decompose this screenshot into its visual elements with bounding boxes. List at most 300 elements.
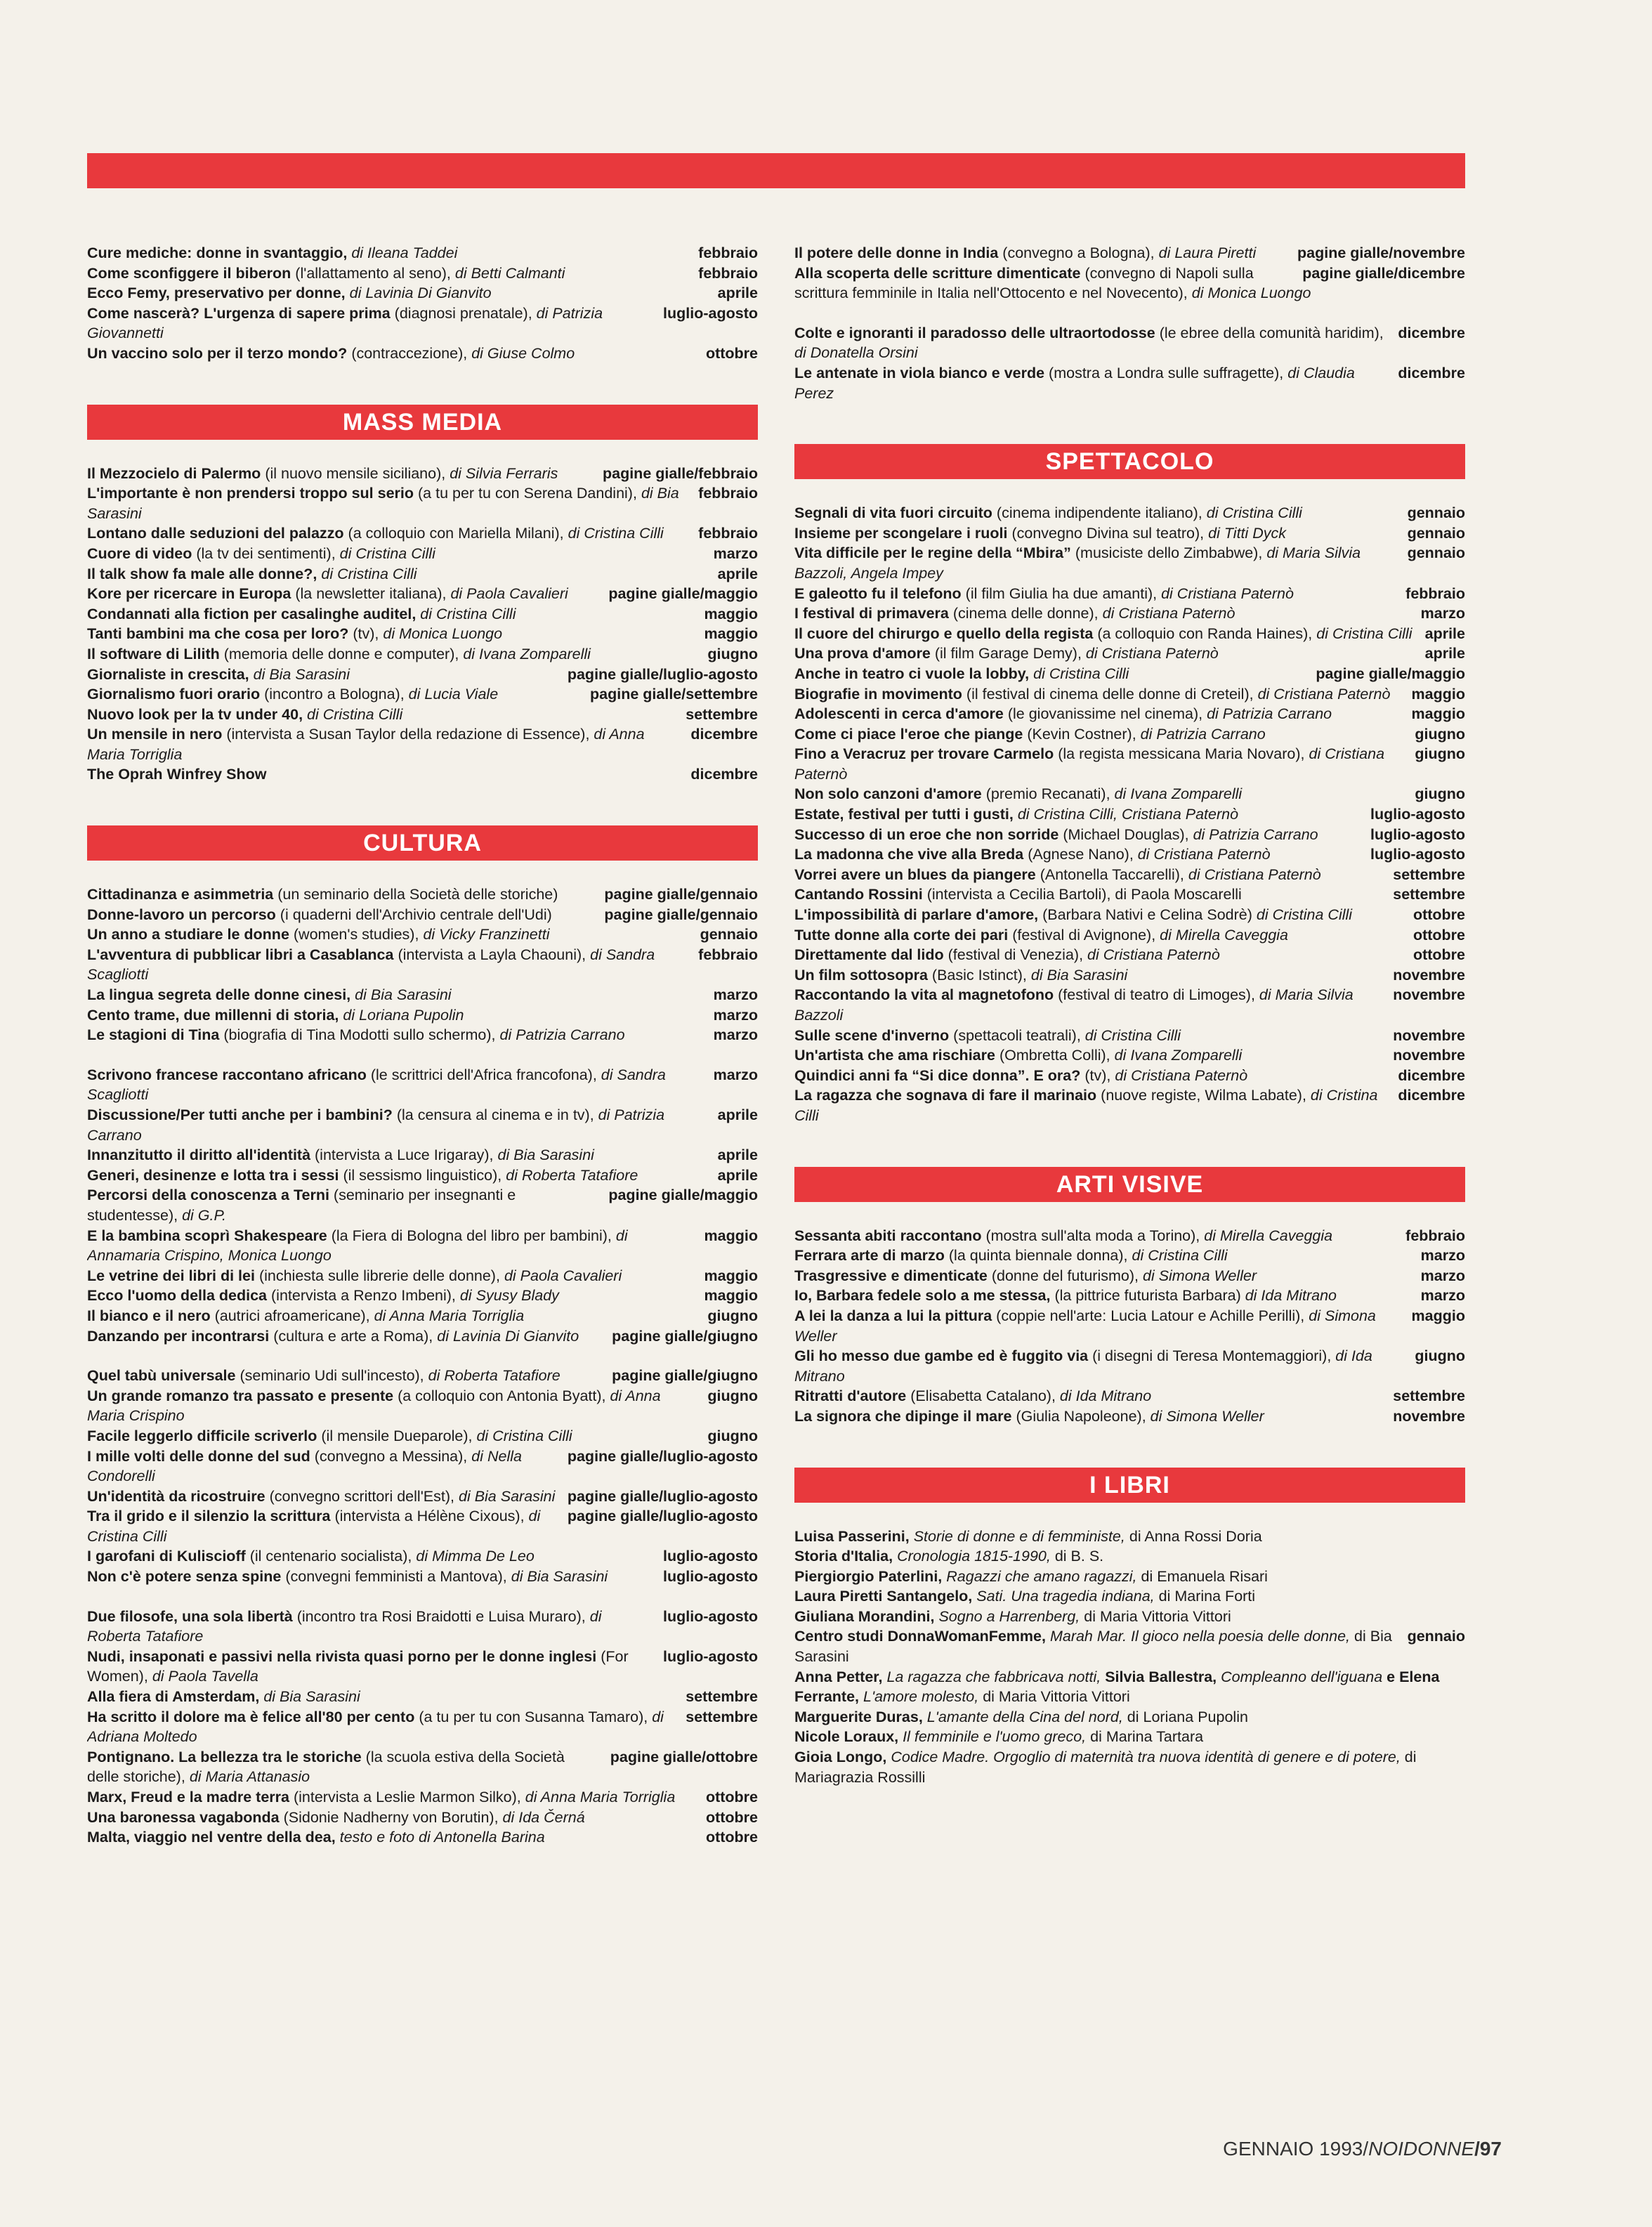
article-author: di Ivana Zomparelli [463,645,591,662]
article-author: Marah Mar. Il gioco nella poesia delle donne, [1049,1628,1351,1645]
article-description: (convegni femministi a Mantova), [285,1568,507,1586]
issue-month: pagine gialle/ottobre [610,1748,758,1765]
article-author: di Cristina Cilli [1256,906,1353,924]
article-author: di Claudia Perez [794,364,1355,402]
issue-month: febbraio [1405,584,1465,602]
article-author: di Ivana Zomparelli [1114,785,1243,803]
article-entry [87,1827,758,1848]
article-title: Donne-lavoro un percorso [87,906,276,923]
spacer [87,1587,758,1607]
issue-month: dicembre [690,766,758,783]
article-entry [87,764,758,785]
article-title: Un film sottosopra [794,966,928,984]
issue-month: pagine gialle/dicembre [1302,264,1465,282]
article-entry [87,684,758,705]
issue-month: ottobre [1412,946,1465,964]
article-title: Biografie in movimento [794,685,962,703]
article-entry [794,1626,1465,1666]
article-description: di Maria Vittoria Vittori [1084,1607,1231,1625]
article-title: I mille volti delle donne del sud [87,1447,310,1465]
issue-month: pagine gialle/giugno [612,1367,758,1385]
article-title: Successo di un eroe che non sorride [794,825,1059,843]
issue-month: settembre [1393,866,1465,883]
article-entry [794,825,1465,845]
issue-month: aprile [717,1147,758,1164]
article-author: di Cristina Cilli [420,605,516,622]
article-description: di Marina Tartara [1090,1728,1204,1746]
issue-month: febbraio [698,525,758,542]
article-author: di Cristiana Paternò [1137,846,1271,863]
article-description: di Bia Sarasini [794,1628,1392,1666]
issue-month: gennaio [1407,1628,1465,1645]
section-heading: I LIBRI [794,1468,1465,1503]
article-description: (convegno a Bologna), [1002,244,1155,261]
article-author: di Cristina Cilli [87,1508,541,1545]
issue-month: maggio [704,1267,758,1284]
article-description: di Marina Forti [1158,1588,1256,1605]
article-description: (diagnosi prenatale), [394,304,532,322]
article-entry [794,263,1465,303]
article-title: Trasgressive e dimenticate [794,1267,988,1284]
article-author: di Nella Condorelli [87,1447,522,1485]
article-title: E la bambina scoprì Shakespeare [87,1227,327,1244]
article-entry [794,323,1465,363]
article-author: di Cristina Cilli [307,705,403,723]
issue-month: giugno [707,1427,758,1444]
article-entry [87,1747,758,1787]
article-author: di Monica Luongo [383,625,503,643]
article-author: L'amante della Cina del nord, [926,1708,1123,1725]
article-author: di Loriana Pupolin [343,1006,464,1024]
article-title: The Oprah Winfrey Show [87,766,267,783]
issue-month: giugno [1415,725,1465,743]
article-author: di Bia Sarasini [355,986,452,1004]
issue-month: marzo [1420,605,1465,622]
article-description: (la censura al cinema e in tv), [396,1106,594,1123]
article-title: Adolescenti in cerca d'amore [794,705,1004,723]
article-author: La ragazza che fabbricava notti, [886,1668,1101,1685]
article-entry [87,665,758,685]
article-title: A lei la danza a lui la pittura [794,1307,992,1324]
issue-month: dicembre [1398,1066,1465,1084]
article-title: Storia d'Italia, [794,1548,893,1565]
article-title: Il software di Lilith [87,645,220,662]
article-author: Cronologia 1815-1990, [897,1548,1051,1565]
article-entry [87,624,758,644]
article-description: (intervista a Renzo Imbeni), [271,1287,456,1305]
issue-month: ottobre [1412,926,1465,943]
article-title: Danzando per incontrarsi [87,1327,270,1345]
issue-month: luglio-agosto [663,1548,758,1565]
article-title: Tanti bambini ma che cosa per loro? [87,625,349,643]
article-author: di Adriana Moltedo [87,1708,664,1746]
article-author: di Cristiana Paternò [1161,584,1294,602]
article-title: Ecco l'uomo della dedica [87,1287,268,1305]
article-entry [794,945,1465,965]
article-description: (il film Garage Demy), [934,645,1082,662]
article-entry [794,985,1465,1025]
issue-month: dicembre [690,726,758,743]
article-title: Un'identità da ricostruire [87,1487,266,1505]
article-entry [87,564,758,584]
article-entry [87,303,758,344]
issue-month: maggio [704,1287,758,1305]
article-title: Cure mediche: donne in svantaggio, [87,244,348,261]
article-title: Direttamente dal lido [794,946,944,964]
article-entry [794,1226,1465,1246]
article-author: di Paola Cavalieri [450,585,568,603]
article-entry [794,1567,1465,1587]
article-title: Ritratti d'autore [794,1387,907,1405]
article-title: Il cuore del chirurgo e quello della regista [794,625,1094,642]
issue-month: pagine gialle/luglio-agosto [567,1447,758,1465]
article-author: di Sandra Scagliotti [87,946,655,984]
article-description: (la pittrice futurista Barbara) [1054,1287,1241,1305]
article-description: (mostra sull'alta moda a Torino), [985,1227,1200,1244]
article-author: Ragazzi che amano ragazzi, [946,1567,1137,1585]
article-entry [794,1667,1465,1707]
article-author: di Betti Calmanti [454,264,565,282]
issue-month: settembre [686,1688,758,1706]
article-description: (intervista a Hélène Cixous), [334,1508,525,1525]
article-description: (women's studies), [293,926,419,943]
article-description: (convegno Divina sul teatro), [1011,524,1205,542]
article-title: Il potere delle donne in India [794,244,999,261]
article-title: Condannati alla fiction per casalinghe auditel, [87,605,417,622]
article-author: di Laura Piretti [1158,244,1257,261]
issue-month: maggio [1411,705,1465,723]
article-entry [87,724,758,764]
article-title: Generi, desinenze e lotta tra i sessi [87,1166,339,1184]
issue-month: febbraio [1405,1227,1465,1244]
article-author: di Cristina Cilli [1316,625,1412,642]
article-title: Raccontando la vita al magnetofono [794,986,1054,1004]
spacer [87,1346,758,1366]
article-description: (Elisabetta Catalano), [910,1387,1056,1405]
article-description: (il film Giulia ha due amanti), [965,584,1158,602]
section-heading: SPETTACOLO [794,444,1465,479]
article-author: di Bia Sarasini [1030,966,1128,984]
article-description: di Maria Vittoria Vittori [983,1688,1130,1706]
article-author: di Ileana Taddei [351,244,458,261]
article-author: di Ivana Zomparelli [1114,1047,1243,1064]
issue-month: ottobre [705,1808,758,1826]
article-description: (Barbara Nativi e Celina Sodrè) [1042,906,1252,924]
article-author: di Lucia Viale [408,686,499,703]
article-description: (un seminario della Società delle storiche) [277,886,558,903]
article-author: di Mirella Caveggia [1204,1227,1333,1244]
section-heading: ARTI VISIVE [794,1167,1465,1202]
article-author: di Mirella Caveggia [1160,926,1289,943]
issue-month: marzo [713,1026,758,1044]
article-author: di Ida Černá [502,1808,585,1826]
issue-month: pagine gialle/febbraio [602,464,758,482]
issue-month: maggio [704,625,758,643]
issue-month: marzo [1420,1267,1465,1284]
article-author: di Cristiana Paternò [794,745,1385,783]
article-entry [87,1145,758,1165]
issue-month: novembre [1393,1407,1465,1425]
article-author: di Cristina Cilli [339,544,435,562]
article-entry [794,624,1465,644]
issue-month: settembre [1393,1387,1465,1405]
article-entry [87,604,758,625]
article-author: di Lavinia Di Gianvito [437,1327,579,1345]
article-description: (intervista a Leslie Marmon Silko), [293,1789,521,1805]
issue-month: giugno [1415,745,1465,763]
article-author: di Cristina Cilli [1033,665,1129,682]
article-description: di Anna Rossi Doria [1129,1527,1262,1545]
issue-month: pagine gialle/novembre [1297,244,1465,261]
article-entry [794,1386,1465,1406]
issue-month: aprile [717,1166,758,1184]
left-column [87,243,758,1848]
article-description: (coppie nell'arte: Lucia Latour e Achille Perilli), [996,1307,1305,1324]
article-description: (tv), [353,625,379,643]
issue-month: giugno [707,1307,758,1324]
article-entry [87,985,758,1005]
article-entry [87,1647,758,1687]
article-title: Il talk show fa male alle donne?, [87,565,317,582]
issue-month: giugno [707,645,758,662]
article-entry [87,1546,758,1567]
article-description: (Agnese Nano), [1028,846,1134,863]
article-title: La lingua segreta delle donne cinesi, [87,986,351,1004]
issue-month: maggio [1411,685,1465,703]
article-title: Ha scritto il dolore ma è felice all'80 per cento [87,1708,415,1725]
article-title: Le vetrine dei libri di lei [87,1267,255,1284]
article-description: (a tu per tu con Serena Dandini), [418,485,637,502]
footer-publication: NOIDONNE [1368,2138,1475,2160]
article-entry [87,1286,758,1306]
issue-month: novembre [1393,1047,1465,1064]
article-entry [794,804,1465,825]
article-entry [794,603,1465,624]
article-author: di Maria Silvia Bazzoli [794,986,1353,1024]
article-author: Sati. Una tragedia indiana, [976,1588,1155,1605]
article-entry [794,704,1465,724]
article-description: (il festival di cinema delle donne di Creteil), [966,685,1254,703]
article-description: (nuove registe, Wilma Labate), [1101,1087,1306,1104]
article-author: di G.P. [182,1206,227,1224]
article-description: (cinema delle donne), [952,605,1099,622]
article-entry [794,865,1465,885]
article-entry [87,905,758,925]
article-entry [87,263,758,284]
article-entry [794,584,1465,604]
article-author: di Bia Sarasini [253,665,350,683]
article-entry [87,344,758,364]
article-author: di Cristina Cilli [321,565,417,582]
article-description: (spettacoli teatrali), [953,1026,1081,1044]
issue-month: luglio-agosto [663,304,758,322]
article-author: di Maria Attanasio [189,1768,310,1786]
article-entry [794,1266,1465,1286]
article-author: di Bia Sarasini [458,1487,556,1505]
article-author: Sogno a Harrenberg, [938,1607,1080,1625]
article-title: Sessanta abiti raccontano [794,1227,982,1244]
article-description: (la tv dei sentimenti), [196,544,336,562]
article-title: Quindici anni fa “Si dice donna”. E ora? [794,1066,1081,1084]
article-author: di Sandra Scagliotti [87,1066,666,1104]
article-entry [87,1326,758,1347]
article-entry [794,1246,1465,1266]
issue-month: maggio [704,605,758,622]
article-description: (il mensile Dueparole), [321,1427,473,1444]
article-author: di Cristiana Paternò [1087,946,1220,964]
article-description: di Mariagrazia Rossilli [794,1749,1417,1786]
article-title: Giornalismo fuori orario [87,686,261,703]
issue-month: settembre [686,705,758,723]
article-author: di Bia Sarasini [497,1147,594,1164]
article-entry [794,965,1465,986]
article-title: I garofani di Kuliscioff [87,1548,246,1565]
article-description: (cinema indipendente italiano), [996,504,1202,522]
issue-month: aprile [717,1106,758,1123]
article-entry [794,884,1465,905]
article-description: (Kevin Costner), [1027,725,1136,743]
issue-month: luglio-agosto [1370,825,1465,843]
article-title: Alla scoperta delle scritture dimenticate [794,264,1081,282]
article-title: E galeotto fu il telefono [794,584,962,602]
article-description: (tv), [1084,1066,1111,1084]
article-title: Marx, Freud e la madre terra [87,1789,289,1805]
article-title: Fino a Veracruz per trovare Carmelo [794,745,1054,763]
article-title: Sulle scene d'inverno [794,1026,950,1044]
article-description: (il sessismo linguistico), [343,1166,502,1184]
article-entry [794,1406,1465,1427]
article-title: Una baronessa vagabonda [87,1808,280,1826]
article-author: di Bia Sarasini [263,1688,360,1706]
section-heading: MASS MEDIA [87,405,758,440]
article-entry [87,1105,758,1145]
article-author: di Syusy Blady [459,1287,559,1305]
article-description: (cultura e arte a Roma), [273,1327,433,1345]
article-description: (le scrittrici dell'Africa francofona), [370,1066,597,1083]
article-entry [87,483,758,523]
article-entry [87,1165,758,1186]
issue-month: pagine gialle/maggio [608,1187,758,1204]
article-title: Il Mezzocielo di Palermo [87,464,261,482]
issue-month: pagine gialle/settembre [590,686,758,703]
article-entry [87,1005,758,1026]
article-description: (premio Recanati), [985,785,1110,803]
article-description: (a colloquio con Mariella Milani), [348,525,564,542]
article-description: (musiciste dello Zimbabwe), [1075,544,1263,562]
article-author: di Donatella Orsini [794,344,918,362]
article-entry [87,1707,758,1747]
article-entry [794,1707,1465,1728]
article-title: Giornaliste in crescita, [87,665,249,683]
article-description: (festival di teatro di Limoges), [1058,986,1255,1004]
article-title: Il bianco e il nero [87,1307,211,1324]
issue-month: febbraio [698,244,758,261]
article-entry [87,544,758,564]
article-description: (intervista a Susan Taylor della redazione di Essence), [226,726,590,743]
article-title: Come nascerà? L'urgenza di sapere prima [87,304,391,322]
article-entry [87,1687,758,1707]
article-author: di Simona Weller [1150,1407,1264,1425]
article-author: di Anna Maria Torriglia [374,1307,525,1324]
article-entry [87,1306,758,1326]
article-entry [87,945,758,985]
article-entry [87,1426,758,1446]
article-author: di Anna Maria Crispino [87,1387,661,1425]
article-author: di Patrizia Carrano [1140,725,1266,743]
article-title: Giuliana Morandini, [794,1607,935,1625]
article-description: di Loriana Pupolin [1127,1708,1248,1725]
article-description: (donne del futurismo), [991,1267,1139,1284]
article-entry [794,243,1465,263]
article-description: (For Women), [87,1647,629,1685]
right-column [794,243,1465,1787]
issue-month: pagine gialle/gennaio [604,906,758,923]
article-entry [794,503,1465,523]
article-entry [794,543,1465,583]
article-title: Anna Petter, [794,1668,883,1685]
article-title: Segnali di vita fuori circuito [794,504,992,522]
article-entry [794,1045,1465,1066]
footer-date: GENNAIO 1993/ [1223,2138,1369,2160]
article-description: (la regista messicana Maria Novaro), [1058,745,1305,763]
article-title: Piergiorgio Paterlini, [794,1567,943,1585]
issue-month: pagine gialle/maggio [1316,665,1465,682]
spacer [87,1045,758,1065]
article-author: di Cristiana Paternò [1102,605,1235,622]
article-entry [794,925,1465,946]
issue-month: luglio-agosto [663,1568,758,1586]
issue-month: luglio-agosto [663,1607,758,1625]
article-entry [87,584,758,604]
article-description: (Giulia Napoleone), [1016,1407,1146,1425]
article-author: di Annamaria Crispino, Monica Luongo [87,1227,628,1265]
article-entry [794,1607,1465,1627]
article-description: (i quaderni dell'Archivio centrale dell'Udi) [280,906,552,923]
article-author: di Maria Silvia Bazzoli, Angela Impey [794,544,1361,582]
article-entry [794,1026,1465,1046]
article-description: (a colloquio con Antonia Byatt), [398,1387,606,1404]
article-author: di Ida Mitrano [1059,1387,1152,1405]
article-title: Kore per ricercare in Europa [87,585,291,603]
article-title: La signora che dipinge il mare [794,1407,1012,1425]
article-title: Discussione/Per tutti anche per i bambini? [87,1106,393,1123]
article-author: di Roberta Tatafiore [428,1367,560,1385]
article-author: di Cristina Cilli [1206,504,1302,522]
article-title: Estate, festival per tutti i gusti, [794,806,1014,823]
article-title: Come sconfiggere il biberon [87,264,291,282]
issue-month: marzo [713,1006,758,1024]
article-description: (festival di Venezia), [948,946,1084,964]
footer-page-number: /97 [1474,2138,1502,2160]
article-description: di B. S. [1054,1548,1104,1565]
article-title: Silvia Ballestra, [1105,1668,1217,1685]
article-description: (mostra a Londra sulle suffragette), [1049,364,1284,381]
issue-month: pagine gialle/maggio [608,585,758,603]
article-title: Luisa Passerini, [794,1527,910,1545]
article-description: (incontro tra Rosi Braidotti e Luisa Muraro), [296,1607,586,1625]
article-entry [87,1506,758,1546]
article-author: di Vicky Franzinetti [423,926,550,943]
article-title: Vita difficile per le regine della “Mbira” [794,544,1071,562]
issue-month: marzo [1420,1287,1465,1305]
article-author: di Titti Dyck [1208,524,1287,542]
issue-month: giugno [1415,1347,1465,1365]
article-entry [87,1607,758,1647]
article-title: Anche in teatro ci vuole la lobby, [794,665,1030,682]
article-entry [87,1567,758,1587]
issue-month: giugno [1415,785,1465,803]
article-title: Alla fiera di Amsterdam, [87,1688,260,1706]
